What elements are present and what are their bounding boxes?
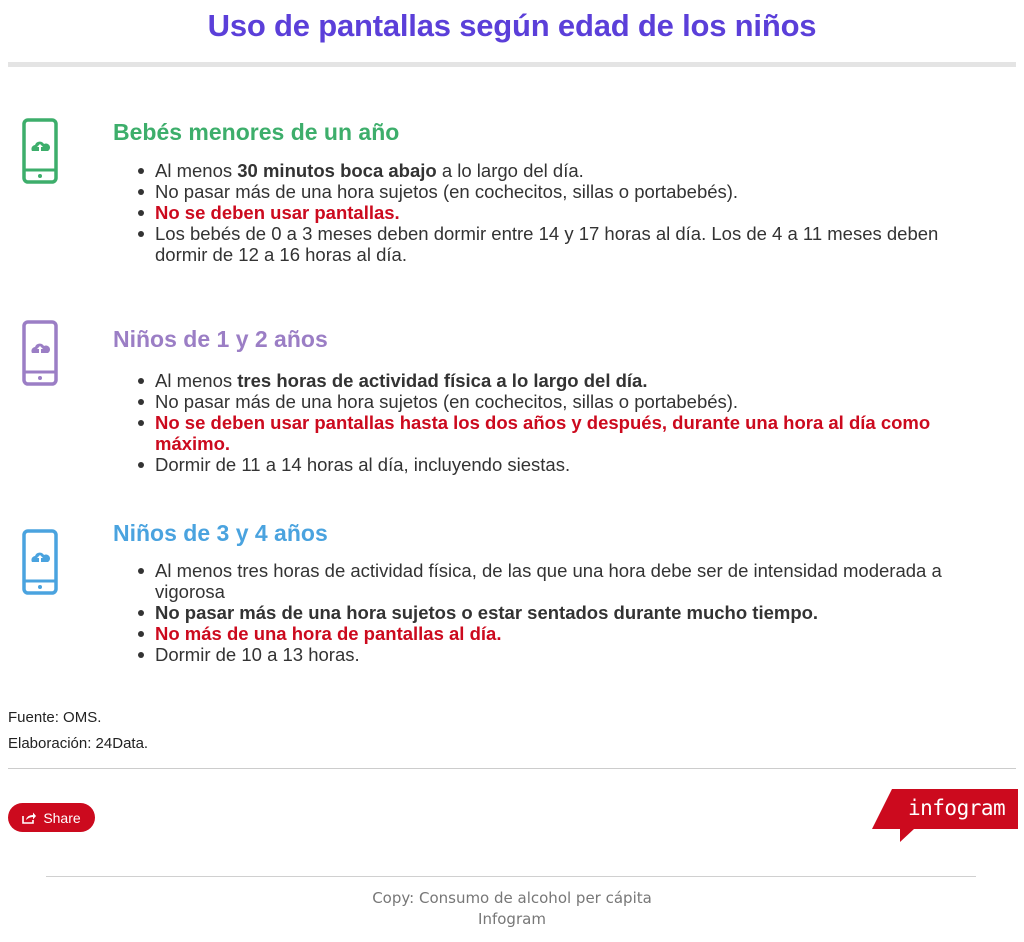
list-item: Dormir de 10 a 13 horas.: [155, 644, 995, 665]
credit-note: Elaboración: 24Data.: [8, 735, 149, 752]
bullet-list: [155, 160, 995, 265]
brand-name: infogram: [908, 796, 1006, 820]
infogram-link[interactable]: Infogram: [478, 910, 546, 928]
bullet-list: [155, 560, 995, 665]
list-item: Dormir de 11 a 14 horas al día, incluyendo siestas.: [155, 454, 995, 475]
list-item: No pasar más de una hora sujetos (en cochecitos, sillas o portabebés).: [155, 181, 995, 202]
phone-cloud-icon: [22, 320, 58, 386]
section-title: Bebés menores de un año: [113, 119, 400, 145]
list-item: Al menos tres horas de actividad física a lo largo del día.: [155, 370, 995, 391]
page-title: Uso de pantallas según edad de los niños: [207, 8, 817, 43]
list-item: No más de una hora de pantallas al día.: [155, 623, 995, 644]
phone-cloud-icon: [22, 529, 58, 595]
bullet-list: [155, 370, 995, 475]
share-label: Share: [43, 809, 81, 826]
copy-link[interactable]: Copy: Consumo de alcohol per cápita: [372, 889, 652, 907]
footer-divider: [8, 768, 1016, 769]
title-divider: [8, 62, 1016, 67]
list-item: No pasar más de una hora sujetos o estar sentados durante mucho tiempo.: [155, 602, 995, 623]
share-button[interactable]: [8, 803, 95, 832]
source-note: Fuente: OMS.: [8, 709, 102, 726]
list-item: Los bebés de 0 a 3 meses deben dormir entre 14 y 17 horas al día. Los de 4 a 11 meses deben dormir de 12 a 16 horas al día.: [155, 223, 995, 265]
bottom-divider: [46, 876, 976, 877]
section-title: Niños de 1 y 2 años: [113, 326, 328, 352]
phone-cloud-icon: [22, 118, 58, 184]
list-item: No se deben usar pantallas.: [155, 202, 995, 223]
list-item: No pasar más de una hora sujetos (en cochecitos, sillas o portabebés).: [155, 391, 995, 412]
list-item: No se deben usar pantallas hasta los dos años y después, durante una hora al día como máximo.: [155, 412, 995, 454]
share-icon: [22, 812, 36, 824]
section-title: Niños de 3 y 4 años: [113, 520, 328, 546]
list-item: Al menos 30 minutos boca abajo a lo largo del día.: [155, 160, 995, 181]
list-item: Al menos tres horas de actividad física, de las que una hora debe ser de intensidad moderada a vigorosa: [155, 560, 995, 602]
